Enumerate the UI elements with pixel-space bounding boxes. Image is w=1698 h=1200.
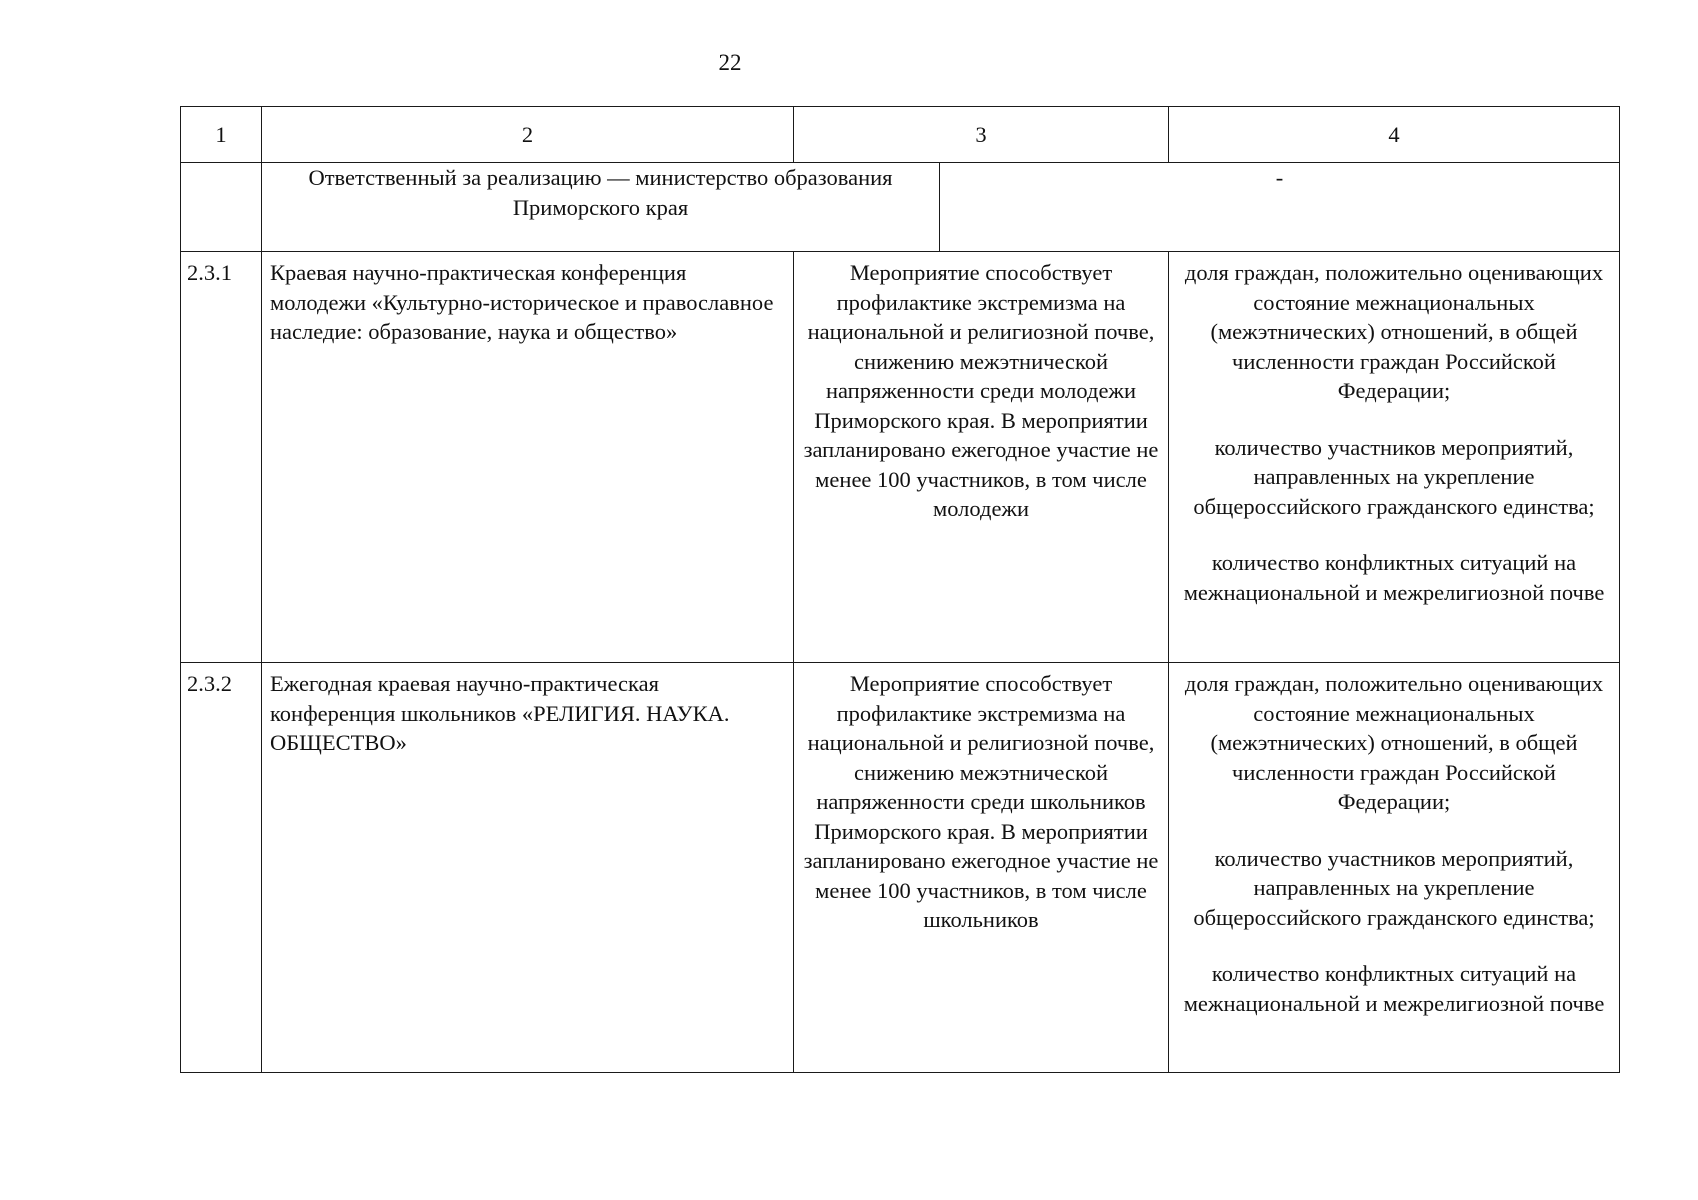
- row-number: 2.3.2: [181, 663, 262, 1073]
- measure-name: Краевая научно-практическая конференция молодежи «Культурно-историческое и православное наследие: образование, наука и общество»: [262, 252, 794, 663]
- responsible-empty-cell: [181, 163, 262, 252]
- table-row: [181, 663, 1620, 1073]
- measure-indicators: [1169, 663, 1620, 1073]
- responsible-row: [181, 163, 1620, 252]
- measure-description: Мероприятие способствует профилактике экстремизма на национальной и религиозной почве, снижению межэтнической напряженности среди молодежи Приморского края. В мероприятии запланировано ежегодное участие не менее 100 участников, в том числе молодежи: [794, 252, 1169, 663]
- measures-table: [180, 106, 1620, 1073]
- header-col-1: 1: [181, 107, 262, 163]
- measure-name: Ежегодная краевая научно-практическая конференция школьников «РЕЛИГИЯ. НАУКА. ОБЩЕСТВО»: [262, 663, 794, 1073]
- measure-description: Мероприятие способствует профилактике экстремизма на национальной и религиозной почве, снижению межэтнической напряженности среди школьников Приморского края. В мероприятии запланировано ежегодное участие не менее 100 участников, в том числе школьников: [794, 663, 1169, 1073]
- table-header-row: [181, 107, 1620, 163]
- row-number: 2.3.1: [181, 252, 262, 663]
- responsible-dash: -: [940, 163, 1620, 252]
- page-number: 22: [718, 50, 742, 75]
- indicator-text: количество конфликтных ситуаций на межнациональной и межрелигиозной почве: [1183, 961, 1605, 1016]
- header-col-2: 2: [262, 107, 794, 163]
- responsible-text: Ответственный за реализацию — министерство образования Приморского края: [262, 163, 940, 252]
- indicator-text: доля граждан, положительно оценивающих состояние межнациональных (межэтнических) отношений, в общей численности граждан Российской Федерации;: [1184, 671, 1604, 814]
- indicator-text: количество конфликтных ситуаций на межнациональной и межрелигиозной почве: [1183, 550, 1605, 605]
- indicator-text: доля граждан, положительно оценивающих состояние межнациональных (межэтнических) отношений, в общей численности граждан Российской Федерации;: [1184, 260, 1604, 403]
- indicator-text: количество участников мероприятий, направленных на укрепление общероссийского гражданского единства;: [1193, 434, 1595, 519]
- measure-indicators: [1169, 252, 1620, 663]
- header-col-4: 4: [1169, 107, 1620, 163]
- table-row: [181, 252, 1620, 663]
- indicator-text: количество участников мероприятий, направленных на укрепление общероссийского гражданского единства;: [1193, 845, 1595, 930]
- header-col-3: 3: [794, 107, 1169, 163]
